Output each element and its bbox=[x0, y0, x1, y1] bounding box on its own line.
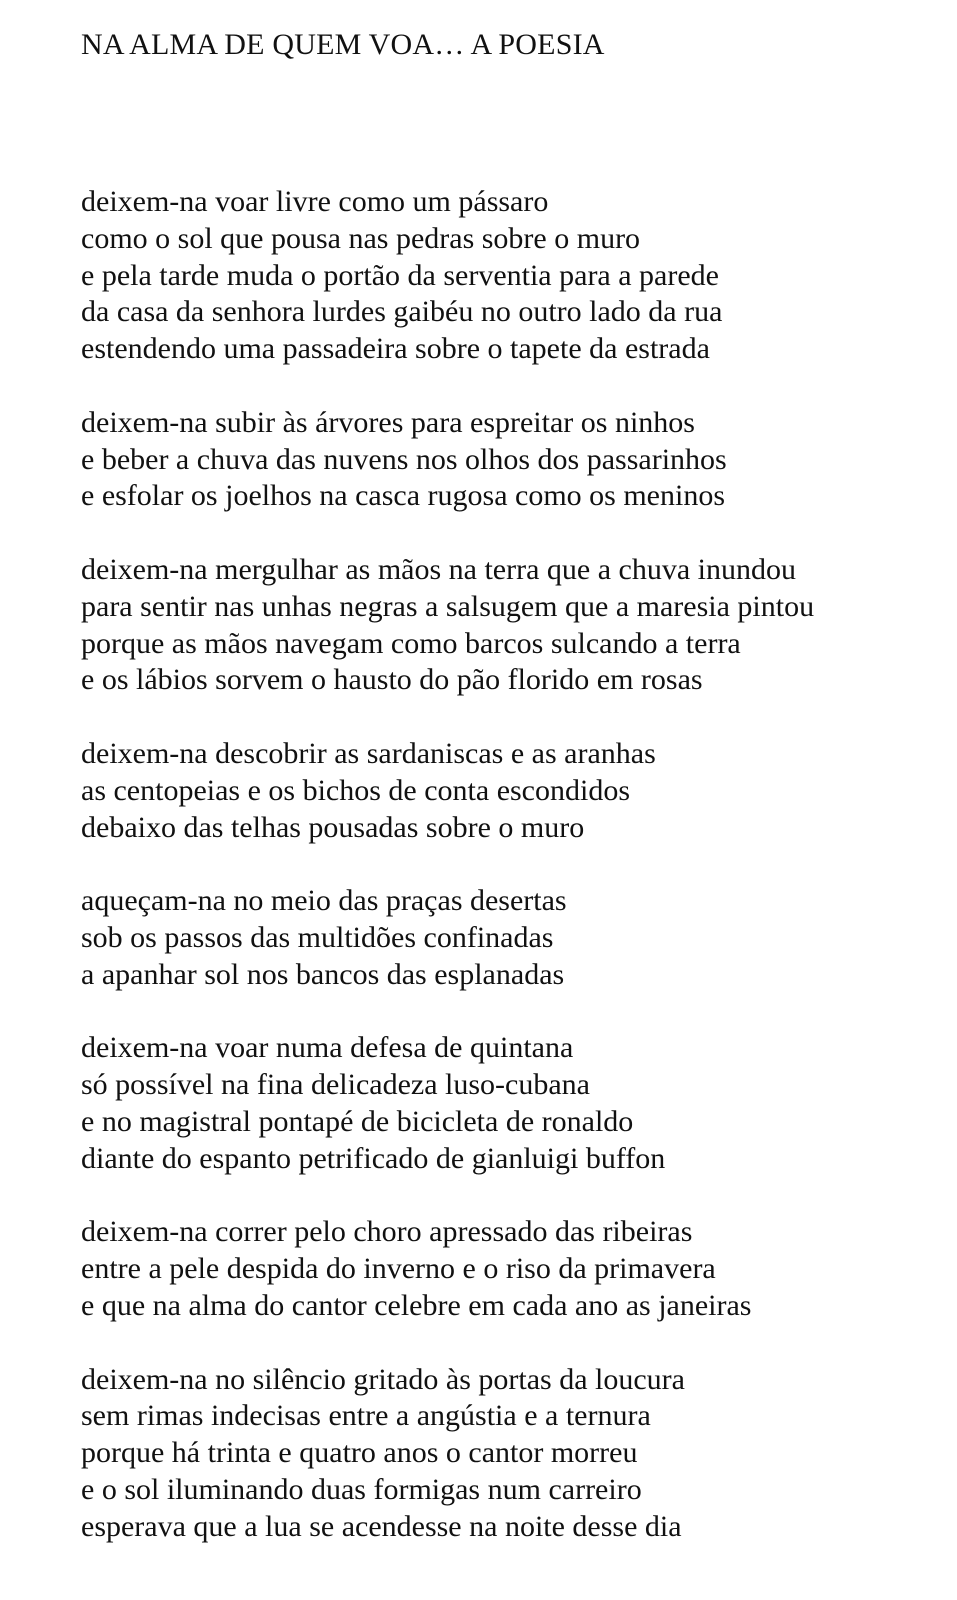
poem-line: e os lábios sorvem o hausto do pão florido em rosas bbox=[81, 663, 703, 697]
poem-line: aqueçam-na no meio das praças desertas bbox=[81, 884, 567, 918]
stanza-8 bbox=[81, 1362, 941, 1546]
poem-line: só possível na fina delicadeza luso-cubana bbox=[81, 1068, 590, 1102]
poem-line: da casa da senhora lurdes gaibéu no outro lado da rua bbox=[81, 295, 723, 329]
poem-line: sob os passos das multidões confinadas bbox=[81, 920, 554, 954]
poem-line: debaixo das telhas pousadas sobre o muro bbox=[81, 810, 585, 844]
poem-line: deixem-na subir às árvores para espreitar os ninhos bbox=[81, 405, 695, 439]
poem-line: porque há trinta e quatro anos o cantor morreu bbox=[81, 1436, 638, 1470]
stanza-6 bbox=[81, 1030, 941, 1177]
poem-line: deixem-na voar livre como um pássaro bbox=[81, 185, 549, 218]
poem-line: esperava que a lua se acendesse na noite desse dia bbox=[81, 1509, 682, 1543]
stanza-1 bbox=[81, 184, 941, 368]
poem-line: para sentir nas unhas negras a salsugem que a maresia pintou bbox=[81, 589, 815, 623]
poem-line: deixem-na voar numa defesa de quintana bbox=[81, 1031, 574, 1065]
poem-line: deixem-na descobrir as sardaniscas e as aranhas bbox=[81, 736, 656, 770]
poem-line: as centopeias e os bichos de conta escondidos bbox=[81, 773, 631, 807]
poem-line: entre a pele despida do inverno e o riso da primavera bbox=[81, 1252, 716, 1286]
poem-line: diante do espanto petrificado de gianluigi buffon bbox=[81, 1141, 666, 1175]
poem-title: NA ALMA DE QUEM VOA… A POESIA bbox=[81, 28, 605, 61]
stanza-5 bbox=[81, 883, 941, 993]
poem-line: deixem-na mergulhar as mãos na terra que a chuva inundou bbox=[81, 552, 797, 586]
poem-line: a apanhar sol nos bancos das esplanadas bbox=[81, 957, 565, 991]
poem-line: estendendo uma passadeira sobre o tapete da estrada bbox=[81, 332, 710, 366]
poem-line: e pela tarde muda o portão da serventia para a parede bbox=[81, 258, 719, 292]
poem-body bbox=[81, 184, 941, 1582]
poem-line: e esfolar os joelhos na casca rugosa como os meninos bbox=[81, 479, 725, 513]
poem-line: deixem-na no silêncio gritado às portas da loucura bbox=[81, 1362, 685, 1396]
stanza-3 bbox=[81, 552, 941, 699]
stanza-2 bbox=[81, 405, 941, 515]
poem-line: e no magistral pontapé de bicicleta de ronaldo bbox=[81, 1104, 634, 1138]
poem-line: porque as mãos navegam como barcos sulcando a terra bbox=[81, 626, 741, 660]
poem-line: deixem-na correr pelo choro apressado das ribeiras bbox=[81, 1215, 693, 1249]
poem-line: sem rimas indecisas entre a angústia e a ternura bbox=[81, 1399, 651, 1433]
poem-line: e que na alma do cantor celebre em cada ano as janeiras bbox=[81, 1288, 752, 1322]
stanza-4 bbox=[81, 736, 941, 846]
poem-line: e beber a chuva das nuvens nos olhos dos passarinhos bbox=[81, 442, 727, 476]
poem-line: como o sol que pousa nas pedras sobre o muro bbox=[81, 221, 641, 255]
stanza-7 bbox=[81, 1214, 941, 1324]
poem-line: e o sol iluminando duas formigas num carreiro bbox=[81, 1472, 642, 1506]
